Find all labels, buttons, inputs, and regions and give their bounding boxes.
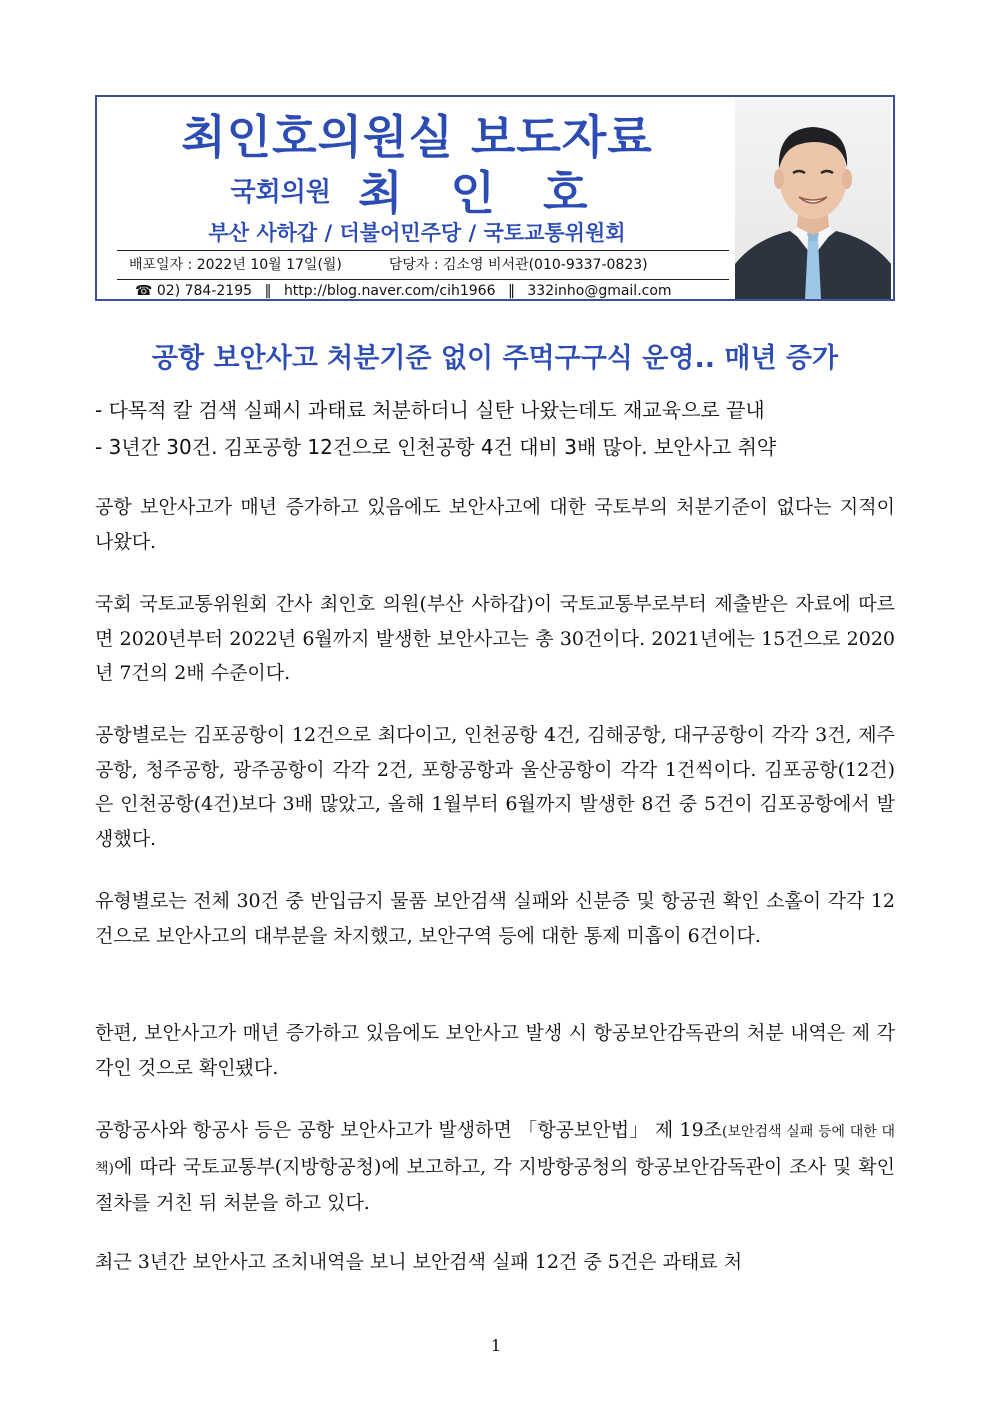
separator: ‖	[507, 283, 515, 299]
separator: ‖	[264, 283, 272, 299]
lawmaker-name: 최 인 호	[358, 166, 604, 220]
paragraph-text: 공항공사와 항공사 등은 공항 보안사고가 발생하면 「항공보안법」 제 19조	[95, 1119, 723, 1141]
blog-link[interactable]: http://blog.naver.com/cih1966	[283, 283, 496, 299]
law-article-note: (보안검색 실패 등에 대한 대책)	[95, 1124, 895, 1177]
contact-person: 담당자 : 김소영 비서관(010-9337-0823)	[388, 257, 648, 273]
article-paragraph: 유형별로는 전체 30건 중 반입금지 물품 보안검색 실패와 신분증 및 항공권 확인 소홀이 각각 12건으로 보안사고의 대부분을 차지했고, 보안구역 등에 대한 통제 미흡이 6건이다.	[95, 890, 895, 947]
page-number: 1	[490, 1336, 502, 1355]
office-phone: ☎ 02) 784-2195	[135, 283, 253, 299]
article-paragraph: 공항 보안사고가 매년 증가하고 있음에도 보안사고에 대한 국토부의 처분기준이 없다는 지적이 나왔다.	[95, 496, 895, 553]
contact-info-line	[117, 279, 729, 299]
article-paragraph: 한편, 보안사고가 매년 증가하고 있음에도 보안사고 발생 시 항공보안감독관의 처분 내역은 제 각각인 것으로 확인됐다.	[95, 1022, 895, 1079]
paragraph-text: 에 따라 국토교통부(지방항공청)에 보고하고, 각 지방항공청의 항공보안감독관이 조사 및 확인 절차를 거친 뒤 처분을 하고 있다.	[95, 1155, 895, 1214]
article-paragraph: 최근 3년간 보안사고 조치내역을 보니 보안검색 실패 12건 중 5건은 과태료 처	[95, 1251, 743, 1273]
article-paragraph: 공항별로는 김포공항이 12건으로 최다이고, 인천공항 4건, 김해공항, 대구공항이 각각 3건, 제주공항, 청주공항, 광주공항이 각각 2건, 포항공항과 울산공항이 각각 1건씩이다. 김포공항(12건)은 인천공항(4건)보다 3배 많았고, 올해 1월부터 6월까지 발생한 8건 중 5건이 김포공항에서 발생했다.	[95, 724, 895, 850]
release-date: 배포일자 : 2022년 10월 17일(월)	[129, 257, 342, 273]
lawmaker-name-line	[97, 157, 737, 223]
lawmaker-affiliation: 부산 사하갑 / 더불어민주당 / 국토교통위원회	[208, 221, 626, 245]
release-info-line	[117, 250, 729, 274]
lawmaker-role: 국회의원	[230, 177, 332, 208]
lawmaker-portrait-photo	[735, 99, 891, 299]
press-header	[95, 95, 895, 301]
article-subheading-2: - 3년간 30건. 김포공항 12건으로 인천공항 4건 대비 3배 많아. 보안사고 취약	[95, 435, 777, 459]
article-subheading-1: - 다목적 칼 검색 실패시 과태료 처분하더니 실탄 나왔는데도 재교육으로 끝내	[95, 398, 765, 422]
article-headline: 공항 보안사고 처분기준 없이 주먹구구식 운영.. 매년 증가	[151, 343, 839, 374]
article-paragraph	[95, 1113, 895, 1221]
article-paragraph: 국회 국토교통위원회 간사 최인호 의원(부산 사하갑)이 국토교통부로부터 제출받은 자료에 따르면 2020년부터 2022년 6월까지 발생한 보안사고는 총 30건이다. 2021년에는 15건으로 2020년 7건의 2배 수준이다.	[95, 593, 895, 684]
email-link[interactable]: 332inho@gmail.com	[527, 283, 672, 299]
press-release-title: 최인호의원실 보도자료	[181, 110, 653, 164]
